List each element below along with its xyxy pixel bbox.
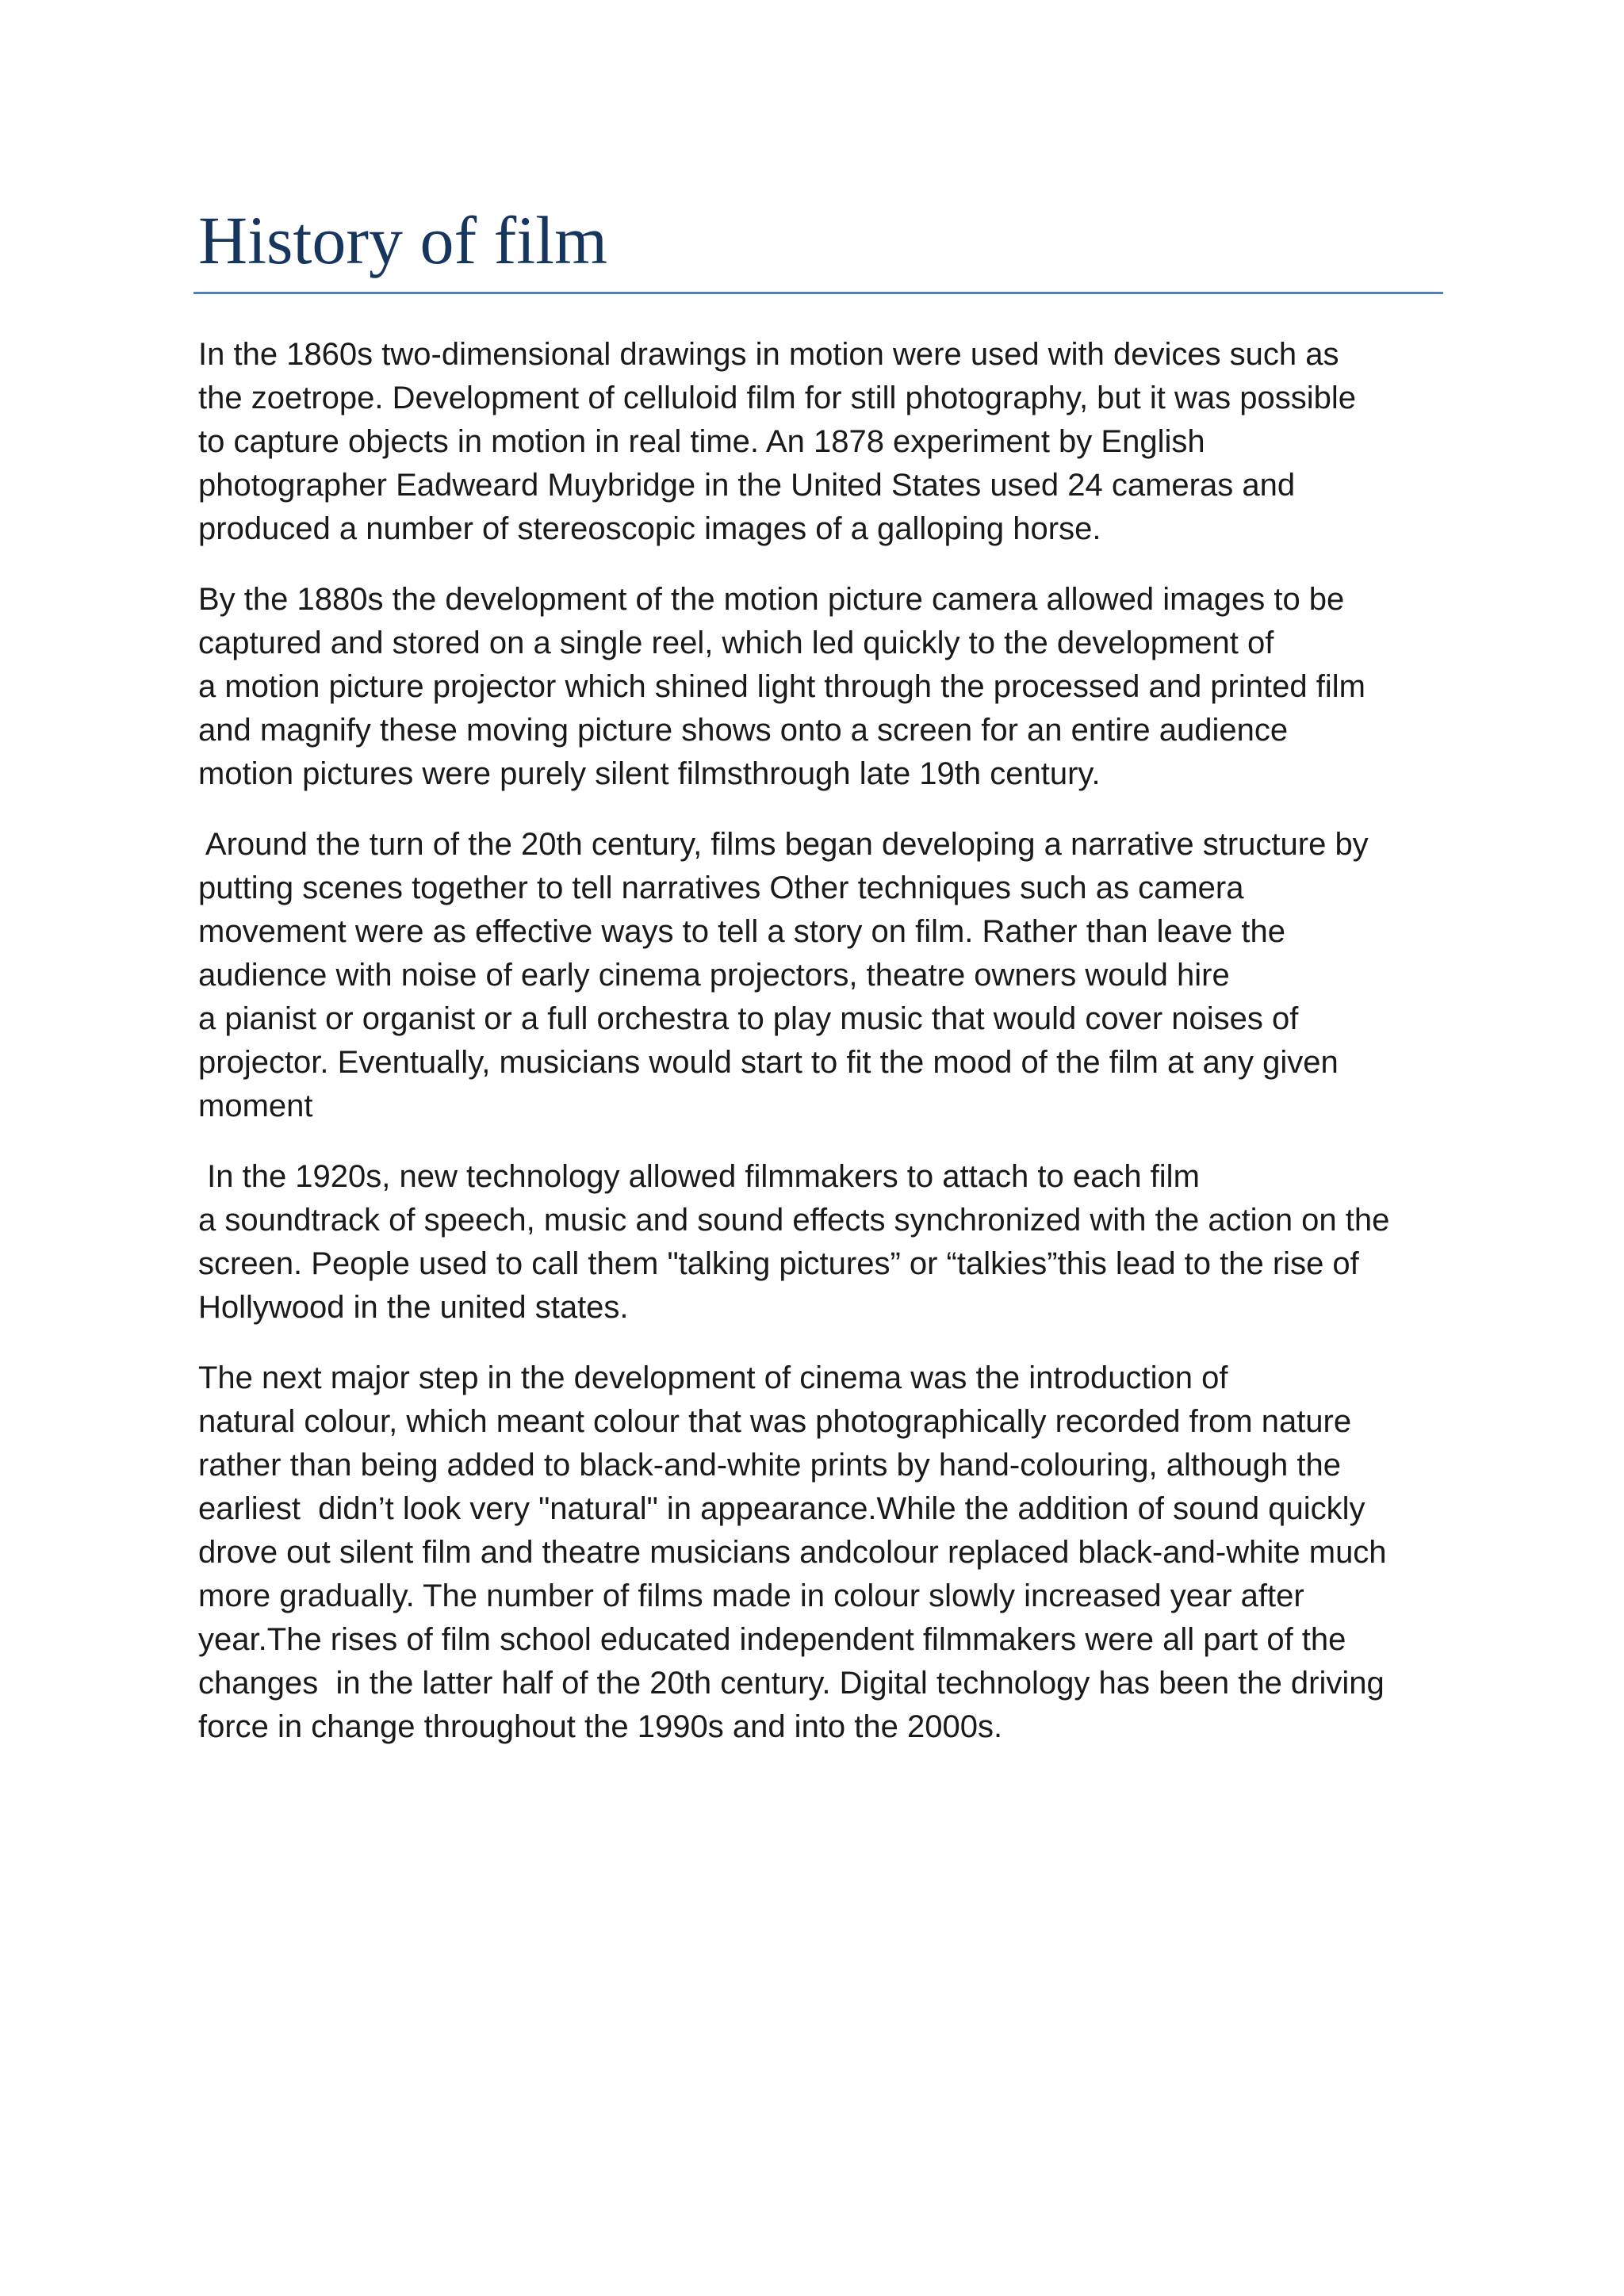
text-line: and magnify these moving picture shows onto a screen for an entire audience bbox=[198, 713, 1289, 748]
page-title: History of film bbox=[198, 202, 607, 278]
paragraph-3 bbox=[198, 823, 1459, 1128]
text-line: screen. People used to call them "talking pictures” or “talkies”this lead to the rise of bbox=[198, 1246, 1359, 1281]
paragraph-2 bbox=[198, 578, 1459, 796]
text-line: a pianist or organist or a full orchestra to play music that would cover noises of bbox=[198, 1001, 1299, 1036]
text-line: the zoetrope. Development of celluloid film for still photography, but it was possible bbox=[198, 381, 1357, 415]
paragraph-5 bbox=[198, 1357, 1459, 1749]
text-line: Around the turn of the 20th century, films began developing a narrative structure by bbox=[198, 827, 1369, 862]
text-line: drove out silent film and theatre musicians andcolour replaced black-and-white much bbox=[198, 1535, 1387, 1570]
title-underline-rule bbox=[193, 292, 1443, 294]
text-line: In the 1860s two-dimensional drawings in motion were used with devices such as bbox=[198, 337, 1339, 372]
text-line: moment bbox=[198, 1089, 313, 1123]
text-line: more gradually. The number of films made in colour slowly increased year after bbox=[198, 1578, 1304, 1613]
text-line: force in change throughout the 1990s and into the 2000s. bbox=[198, 1709, 1003, 1744]
text-line: projector. Eventually, musicians would start to fit the mood of the film at any given bbox=[198, 1045, 1339, 1080]
document-body bbox=[198, 333, 1459, 1776]
text-line: The next major step in the development of cinema was the introduction of bbox=[198, 1360, 1228, 1395]
text-line: In the 1920s, new technology allowed filmmakers to attach to each film bbox=[198, 1159, 1200, 1194]
text-line: year.The rises of film school educated independent filmmakers were all part of the bbox=[198, 1622, 1346, 1657]
text-line: natural colour, which meant colour that was photographically recorded from nature bbox=[198, 1404, 1352, 1439]
text-line: earliest didn’t look very "natural" in appearance.While the addition of sound quickly bbox=[198, 1491, 1365, 1526]
text-line: audience with noise of early cinema projectors, theatre owners would hire bbox=[198, 958, 1230, 993]
text-line: rather than being added to black-and-white prints by hand-colouring, although the bbox=[198, 1448, 1341, 1483]
text-line: a soundtrack of speech, music and sound effects synchronized with the action on the bbox=[198, 1203, 1390, 1238]
text-line: motion pictures were purely silent filmsthrough late 19th century. bbox=[198, 756, 1101, 791]
paragraph-4 bbox=[198, 1155, 1459, 1330]
text-line: to capture objects in motion in real time. An 1878 experiment by English bbox=[198, 424, 1205, 459]
text-line: a motion picture projector which shined light through the processed and printed film bbox=[198, 669, 1365, 704]
text-line: putting scenes together to tell narratives Other techniques such as camera bbox=[198, 871, 1244, 905]
text-line: Hollywood in the united states. bbox=[198, 1290, 629, 1325]
text-line: movement were as effective ways to tell a story on film. Rather than leave the bbox=[198, 914, 1286, 949]
text-line: produced a number of stereoscopic images of a galloping horse. bbox=[198, 511, 1101, 546]
text-line: captured and stored on a single reel, which led quickly to the development of bbox=[198, 626, 1274, 660]
text-line: photographer Eadweard Muybridge in the United States used 24 cameras and bbox=[198, 468, 1296, 503]
paragraph-1 bbox=[198, 333, 1459, 551]
text-line: By the 1880s the development of the motion picture camera allowed images to be bbox=[198, 582, 1345, 617]
text-line: changes in the latter half of the 20th century. Digital technology has been the driving bbox=[198, 1666, 1385, 1701]
